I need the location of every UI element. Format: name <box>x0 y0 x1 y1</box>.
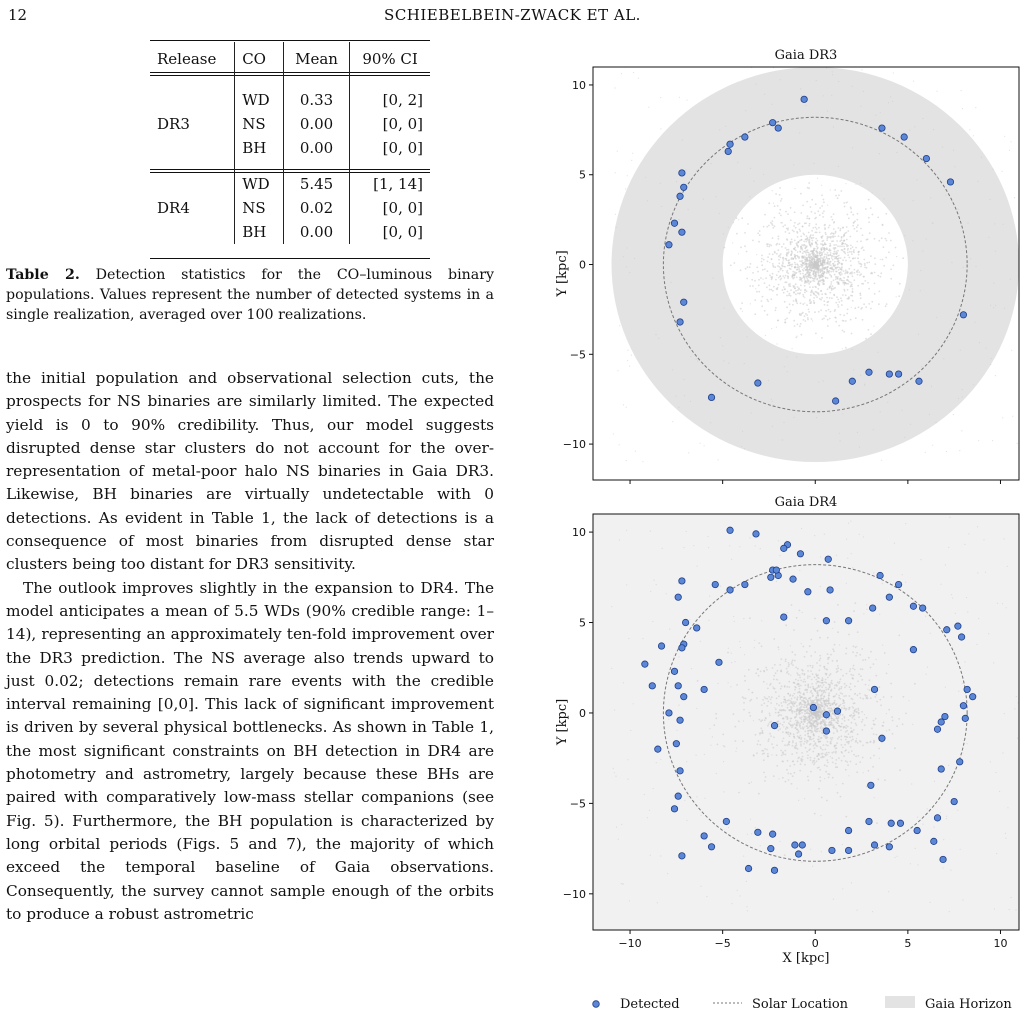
plot-area <box>593 67 1019 480</box>
detected-point <box>914 827 920 833</box>
detected-point <box>901 134 907 140</box>
detected-point <box>834 708 840 714</box>
panel-title: Gaia DR4 <box>774 495 838 510</box>
figure <box>540 38 1025 1017</box>
detected-point <box>940 856 946 862</box>
y-tick-label: 5 <box>579 616 586 630</box>
detected-point <box>649 683 655 689</box>
detected-point <box>681 693 687 699</box>
detected-point <box>727 141 733 147</box>
detected-point <box>801 96 807 102</box>
detected-point <box>879 735 885 741</box>
x-tick-label: −5 <box>714 937 731 950</box>
table-cell: 0.33 <box>283 88 349 112</box>
detected-point <box>845 618 851 624</box>
detected-point <box>886 594 892 600</box>
detected-point <box>666 242 672 248</box>
detected-point <box>642 661 648 667</box>
y-tick-label: −5 <box>569 797 586 811</box>
detected-point <box>677 717 683 723</box>
detected-point <box>829 847 835 853</box>
detected-point <box>938 719 944 725</box>
detected-point <box>955 623 961 629</box>
detected-point <box>742 134 748 140</box>
detected-point <box>675 594 681 600</box>
table-caption-text: Detection statistics for the CO–luminous binary populations. Values represent the number of detected systems in a single realization, averaged over 100 realizations. <box>6 267 494 323</box>
detected-point <box>708 844 714 850</box>
detected-point <box>716 659 722 665</box>
detected-point <box>781 545 787 551</box>
detected-point <box>886 371 892 377</box>
x-tick-label: −10 <box>618 937 642 950</box>
detected-point <box>969 693 975 699</box>
body-text <box>6 367 494 926</box>
detected-point <box>895 371 901 377</box>
detected-point <box>769 831 775 837</box>
table-cell: WD <box>235 88 284 112</box>
detected-point <box>866 369 872 375</box>
detected-point <box>682 619 688 625</box>
y-tick-label: 10 <box>572 526 586 540</box>
detected-point <box>919 605 925 611</box>
detected-point <box>877 572 883 578</box>
table-cell: NS <box>235 196 284 220</box>
detected-point <box>681 299 687 305</box>
table-cell: BH <box>235 136 284 160</box>
detected-point <box>658 643 664 649</box>
table-release-cell: DR4 <box>157 199 190 217</box>
detected-point <box>671 668 677 674</box>
paragraph: The outlook improves slightly in the expansion to DR4. The model anticipates a mean of 5.5 WDs (90% credible range: 1–14), representing an approximately ten-fold improvement over the DR3 prediction. The NS average also trends upward to just 0.02; detections remain rare events with the credible interval remaining [0,0]. This lack of significant improvement is driven by several physical bottlenecks. As shown in Table 1, the most significant constraints on BH detection in DR4 are photometry and astrometry, largely because these BHs are paired with comparatively low-mass stellar companions (see Fig. 5). Furthermore, the BH population is characterized by long orbital periods (Figs. 5 and 7), the majority of which exceed the temporal baseline of Gaia observations. Consequently, the survey cannot sample enough of the orbits to produce a robust astrometric <box>6 578 494 923</box>
x-tick-label: 0 <box>811 937 819 950</box>
detected-point <box>745 865 751 871</box>
detected-point <box>671 806 677 812</box>
table-cell: [0, 2] <box>350 88 430 112</box>
detected-point <box>805 589 811 595</box>
table-bottom-rule <box>150 258 430 259</box>
detected-point <box>916 378 922 384</box>
x-axis-label: X [kpc] <box>782 951 830 966</box>
detected-point <box>790 576 796 582</box>
page-number: 12 <box>8 6 28 24</box>
table-release-cell: DR3 <box>157 115 190 133</box>
running-title: SCHIEBELBEIN-ZWACK ET AL. <box>384 6 641 24</box>
detected-point <box>895 581 901 587</box>
detected-point <box>960 312 966 318</box>
panel-2 <box>589 514 1019 934</box>
detected-point <box>886 844 892 850</box>
detected-point <box>823 712 829 718</box>
detected-point <box>725 148 731 154</box>
detected-point <box>795 851 801 857</box>
detected-point <box>958 634 964 640</box>
detected-point <box>755 829 761 835</box>
detected-point <box>869 605 875 611</box>
detected-point <box>708 394 714 400</box>
y-tick-label: −5 <box>569 348 586 362</box>
panel-title: Gaia DR3 <box>774 48 838 63</box>
table-cell: 0.00 <box>283 112 349 136</box>
table-cell: [0, 0] <box>350 220 430 244</box>
detected-point <box>871 686 877 692</box>
detected-point <box>845 847 851 853</box>
table-cell: BH <box>235 220 284 244</box>
detected-point <box>679 853 685 859</box>
detected-point <box>823 618 829 624</box>
detected-point <box>679 170 685 176</box>
detected-point <box>947 179 953 185</box>
table-header: 90% CI <box>350 42 430 76</box>
detected-point <box>773 567 779 573</box>
detected-point <box>712 581 718 587</box>
legend-horizon-label: Gaia Horizon <box>925 997 1012 1012</box>
detected-point <box>792 842 798 848</box>
table-header: Release <box>157 50 217 68</box>
detected-point <box>810 704 816 710</box>
detected-point <box>673 741 679 747</box>
detected-point <box>677 319 683 325</box>
detected-point <box>727 527 733 533</box>
detected-point <box>679 578 685 584</box>
y-tick-label: 5 <box>579 168 586 182</box>
detected-point <box>797 551 803 557</box>
detected-point <box>769 119 775 125</box>
table-cell: WD <box>235 172 284 196</box>
table-header: CO <box>235 42 284 76</box>
legend-solar-label: Solar Location <box>752 997 849 1012</box>
detected-point <box>832 398 838 404</box>
detected-point <box>701 833 707 839</box>
x-tick-label: 10 <box>993 937 1008 950</box>
detected-point <box>771 867 777 873</box>
table-cell: [0, 0] <box>350 136 430 160</box>
detected-point <box>849 378 855 384</box>
detected-point <box>799 842 805 848</box>
detected-point <box>675 793 681 799</box>
gaia-horizon-background <box>593 514 1019 930</box>
detected-point <box>775 125 781 131</box>
detected-point <box>910 603 916 609</box>
detected-point <box>897 820 903 826</box>
detected-point <box>866 818 872 824</box>
legend-horizon-marker <box>885 996 915 1008</box>
detected-point <box>825 556 831 562</box>
legend-detected-label: Detected <box>620 997 680 1012</box>
table-cell: NS <box>235 112 284 136</box>
detected-point <box>957 759 963 765</box>
table-header: Mean <box>283 42 349 76</box>
detected-point <box>666 710 672 716</box>
table-caption <box>6 265 494 325</box>
detected-point <box>681 184 687 190</box>
detected-point <box>771 722 777 728</box>
y-tick-label: 10 <box>572 78 586 92</box>
detected-point <box>964 686 970 692</box>
table-cell: [0, 0] <box>350 196 430 220</box>
y-axis-label: Y [kpc] <box>555 698 570 746</box>
detected-point <box>910 646 916 652</box>
detected-point <box>868 782 874 788</box>
detected-point <box>931 838 937 844</box>
detected-point <box>962 715 968 721</box>
detected-point <box>944 627 950 633</box>
detected-point <box>655 746 661 752</box>
y-tick-label: 0 <box>579 258 586 272</box>
x-tick-label: 5 <box>904 937 912 950</box>
detected-point <box>823 728 829 734</box>
table-cell: 0.00 <box>283 136 349 160</box>
detected-point <box>960 703 966 709</box>
detected-point <box>781 614 787 620</box>
detected-point <box>768 574 774 580</box>
detection-table <box>150 42 430 244</box>
plot-area <box>593 514 1019 930</box>
detected-point <box>742 581 748 587</box>
detected-point <box>871 842 877 848</box>
legend-detected-marker <box>593 1001 600 1008</box>
table-cell: [1, 14] <box>350 172 430 196</box>
detected-point <box>934 726 940 732</box>
y-axis-label: Y [kpc] <box>555 250 570 297</box>
table-cell: 0.00 <box>283 220 349 244</box>
table-cell: 5.45 <box>283 172 349 196</box>
detected-point <box>879 125 885 131</box>
panel-1 <box>589 67 1019 484</box>
detected-point <box>679 229 685 235</box>
table-caption-label: Table 2. <box>6 267 80 283</box>
table-cell: 0.02 <box>283 196 349 220</box>
y-tick-label: −10 <box>562 438 586 452</box>
detected-point <box>951 798 957 804</box>
detected-point <box>671 220 677 226</box>
detected-point <box>768 845 774 851</box>
detected-point <box>677 193 683 199</box>
detected-point <box>755 380 761 386</box>
detected-point <box>923 155 929 161</box>
paragraph: the initial population and observational selection cuts, the prospects for NS binaries are similarly limited. The expected yield is 0 to 90% credibility. Thus, our model suggests disrupted dense star clusters do not account for the over-representation of metal-poor halo NS binaries in Gaia DR3. Likewise, BH binaries are virtually undetectable with 0 detections. As evident in Table 1, the lack of detections is a consequence of most binaries from disrupted dense star clusters being too distant for DR3 sensitivity. <box>6 369 494 574</box>
detected-point <box>723 818 729 824</box>
detected-point <box>888 820 894 826</box>
detected-point <box>677 768 683 774</box>
y-tick-label: −10 <box>562 887 586 901</box>
detected-point <box>934 815 940 821</box>
detected-point <box>827 587 833 593</box>
y-tick-label: 0 <box>579 706 586 720</box>
detected-point <box>675 683 681 689</box>
table-cell: [0, 0] <box>350 112 430 136</box>
detected-point <box>727 587 733 593</box>
detected-point <box>679 645 685 651</box>
detected-point <box>938 766 944 772</box>
detected-point <box>753 531 759 537</box>
detected-point <box>701 686 707 692</box>
detected-point <box>694 625 700 631</box>
detected-point <box>845 827 851 833</box>
